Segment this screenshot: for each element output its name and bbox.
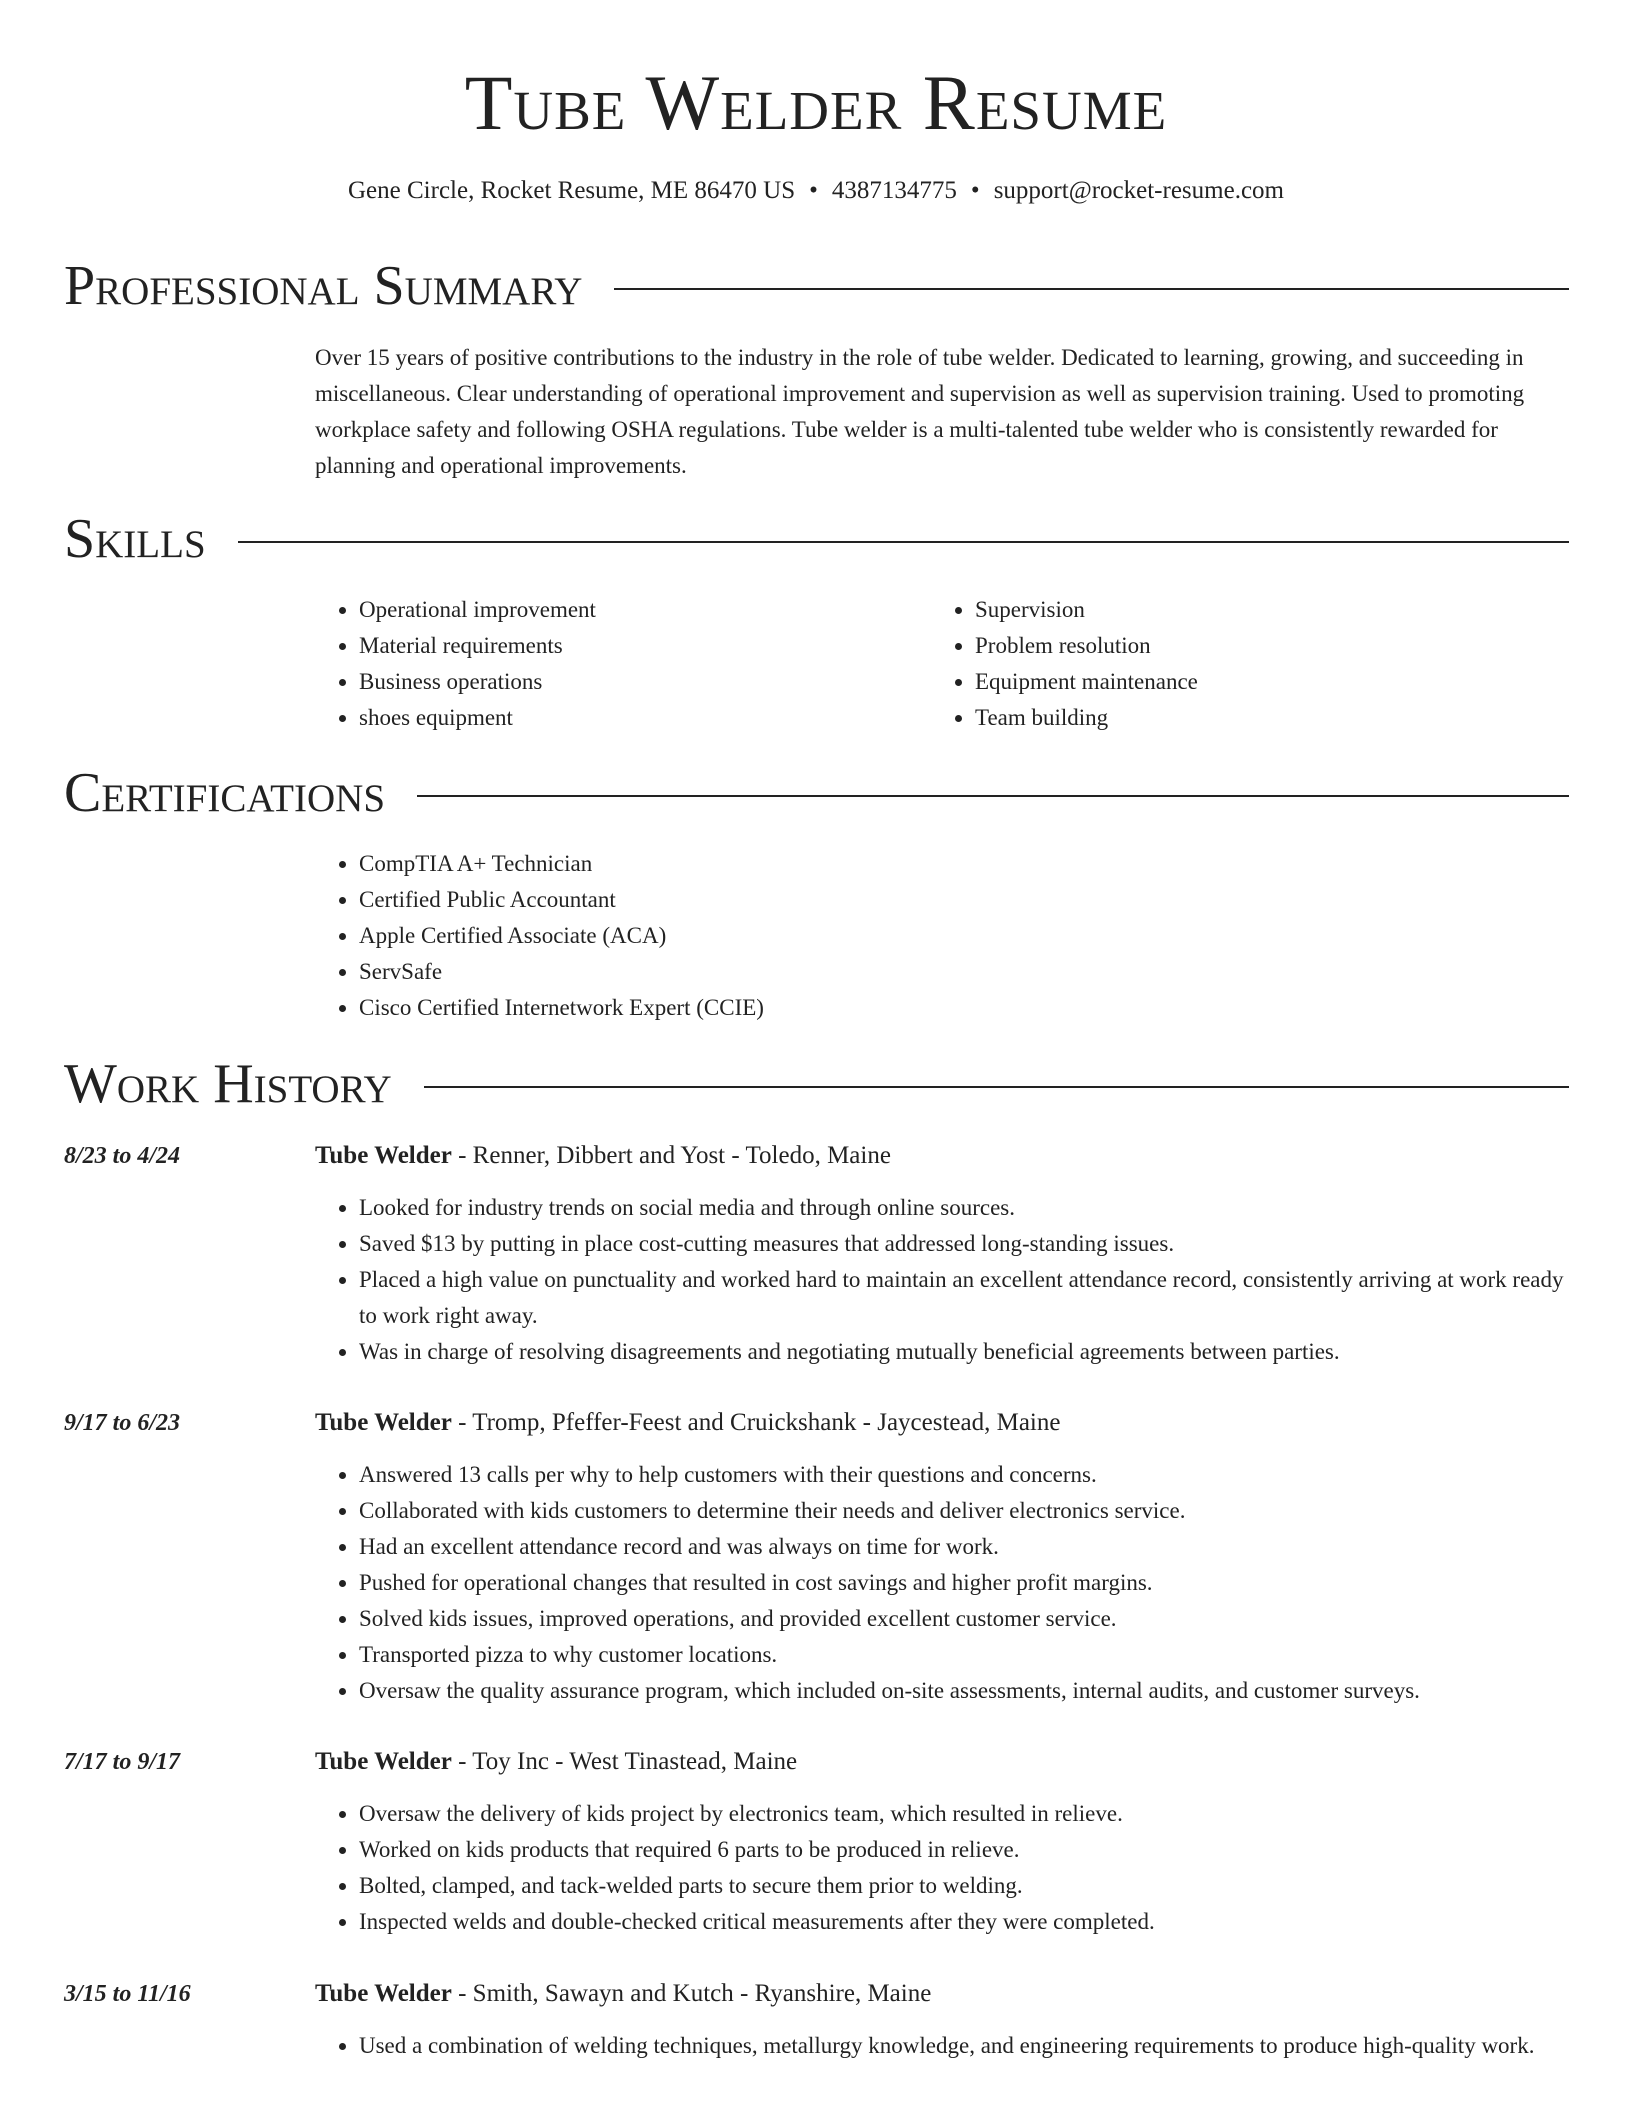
certifications-list xyxy=(315,846,1515,1026)
job-bullet-list xyxy=(315,2028,1569,2064)
contact-address: Gene Circle, Rocket Resume, ME 86470 US xyxy=(348,177,796,204)
contact-email: support@rocket-resume.com xyxy=(993,177,1284,204)
job-role-line xyxy=(315,1976,1569,2012)
job-dates: 3/15 to 11/16 xyxy=(64,1981,191,2007)
job-title: Tube Welder xyxy=(315,1748,452,1775)
job-bullets xyxy=(315,2028,1569,2064)
skill-item: • Equipment maintenance xyxy=(975,664,1531,700)
job-title: Tube Welder xyxy=(315,1142,452,1169)
job-bullet: • Oversaw the quality assurance program, which included on-site assessments, internal audits, and customer surveys. xyxy=(359,1673,1569,1709)
job-role-line xyxy=(315,1744,1569,1780)
skills-column-left xyxy=(315,592,915,736)
skills-heading: Skills xyxy=(64,508,206,570)
job-bullet: • Was in charge of resolving disagreements and negotiating mutually beneficial agreements between parties. xyxy=(359,1334,1569,1370)
job-bullet: • Placed a high value on punctuality and worked hard to maintain an excellent attendance record, consistently arriving at work ready to work right away. xyxy=(359,1262,1569,1334)
certification-item: • Apple Certified Associate (ACA) xyxy=(359,918,1515,954)
contact-phone: 4387134775 xyxy=(831,177,957,204)
skills-list-right xyxy=(931,592,1531,736)
job-bullet: • Answered 13 calls per why to help customers with their questions and concerns. xyxy=(359,1457,1569,1493)
certification-item: • Certified Public Accountant xyxy=(359,882,1515,918)
job-bullet: • Saved $13 by putting in place cost-cutting measures that addressed long-standing issues. xyxy=(359,1226,1569,1262)
skill-item: • shoes equipment xyxy=(359,700,915,736)
job-company-location: - Renner, Dibbert and Yost - Toledo, Maine xyxy=(451,1142,891,1169)
summary-section-header xyxy=(64,254,1569,318)
certification-item: • Cisco Certified Internetwork Expert (CCIE) xyxy=(359,990,1515,1026)
job-bullet-list xyxy=(315,1457,1569,1709)
job-bullet-list xyxy=(315,1190,1569,1370)
skill-item: • Business operations xyxy=(359,664,915,700)
skill-item: • Operational improvement xyxy=(359,592,915,628)
job-bullet: • Bolted, clamped, and tack-welded parts to secure them prior to welding. xyxy=(359,1868,1569,1904)
certification-item: • CompTIA A+ Technician xyxy=(359,846,1515,882)
resume-title: Tube Welder Resume xyxy=(464,59,1168,146)
job-bullets xyxy=(315,1190,1569,1370)
skills-list-left xyxy=(315,592,915,736)
job-dates: 9/17 to 6/23 xyxy=(64,1410,181,1436)
certifications-block xyxy=(315,846,1515,1026)
job-bullet: • Had an excellent attendance record and was always on time for work. xyxy=(359,1529,1569,1565)
contact-line xyxy=(0,174,1632,208)
section-divider xyxy=(614,288,1569,290)
skill-item: • Problem resolution xyxy=(975,628,1531,664)
job-bullet: • Oversaw the delivery of kids project by electronics team, which resulted in relieve. xyxy=(359,1796,1569,1832)
job-bullet: • Looked for industry trends on social media and through online sources. xyxy=(359,1190,1569,1226)
job-bullet: • Inspected welds and double-checked critical measurements after they were completed. xyxy=(359,1904,1569,1940)
job-company-location: - Toy Inc - West Tinastead, Maine xyxy=(451,1748,798,1775)
section-divider xyxy=(238,541,1569,543)
job-title: Tube Welder xyxy=(315,1980,452,2007)
skills-section-header xyxy=(64,507,1569,571)
certifications-section-header xyxy=(64,761,1569,825)
job-bullet: • Transported pizza to why customer locations. xyxy=(359,1637,1569,1673)
job-bullet: • Collaborated with kids customers to determine their needs and deliver electronics service. xyxy=(359,1493,1569,1529)
work-history-heading: Work History xyxy=(64,1053,392,1115)
job-role-line xyxy=(315,1138,1569,1174)
job-dates: 8/23 to 4/24 xyxy=(64,1143,181,1169)
job-dates: 7/17 to 9/17 xyxy=(64,1749,181,1775)
job-bullets xyxy=(315,1457,1569,1709)
skill-item: • Supervision xyxy=(975,592,1531,628)
skills-column-right xyxy=(931,592,1531,736)
job-company-location: - Tromp, Pfeffer-Feest and Cruickshank - Jaycestead, Maine xyxy=(451,1409,1061,1436)
job-company-location: - Smith, Sawayn and Kutch - Ryanshire, Maine xyxy=(451,1980,932,2007)
section-divider xyxy=(424,1086,1569,1088)
job-bullets xyxy=(315,1796,1569,1940)
job-role-line xyxy=(315,1405,1569,1441)
contact-separator: • xyxy=(970,177,980,204)
summary-text: Over 15 years of positive contributions to the industry in the role of tube welder. Dedicated to learning, growing, and succeeding in miscellaneous. Clear understanding of operational improvement and supervision as well as supervision training. Used to promoting workplace safety and following OSHA regulations. Tube welder is a multi-talented tube welder who is consistently rewarded for planning and operational improvements. xyxy=(315,345,1525,478)
certification-item: • ServSafe xyxy=(359,954,1515,990)
job-title: Tube Welder xyxy=(315,1409,452,1436)
job-bullet: • Solved kids issues, improved operations, and provided excellent customer service. xyxy=(359,1601,1569,1637)
job-bullet: • Used a combination of welding techniques, metallurgy knowledge, and engineering requirements to produce high-quality work. xyxy=(359,2028,1569,2064)
job-bullet: • Worked on kids products that required 6 parts to be produced in relieve. xyxy=(359,1832,1569,1868)
contact-separator: • xyxy=(809,177,818,204)
job-bullet: • Pushed for operational changes that resulted in cost savings and higher profit margins. xyxy=(359,1565,1569,1601)
summary-heading: Professional Summary xyxy=(64,255,583,317)
skill-item: • Material requirements xyxy=(359,628,915,664)
job-bullet-list xyxy=(315,1796,1569,1940)
section-divider xyxy=(417,795,1569,797)
work-history-section-header xyxy=(64,1052,1569,1116)
skill-item: • Team building xyxy=(975,700,1531,736)
certifications-heading: Certifications xyxy=(64,762,386,824)
